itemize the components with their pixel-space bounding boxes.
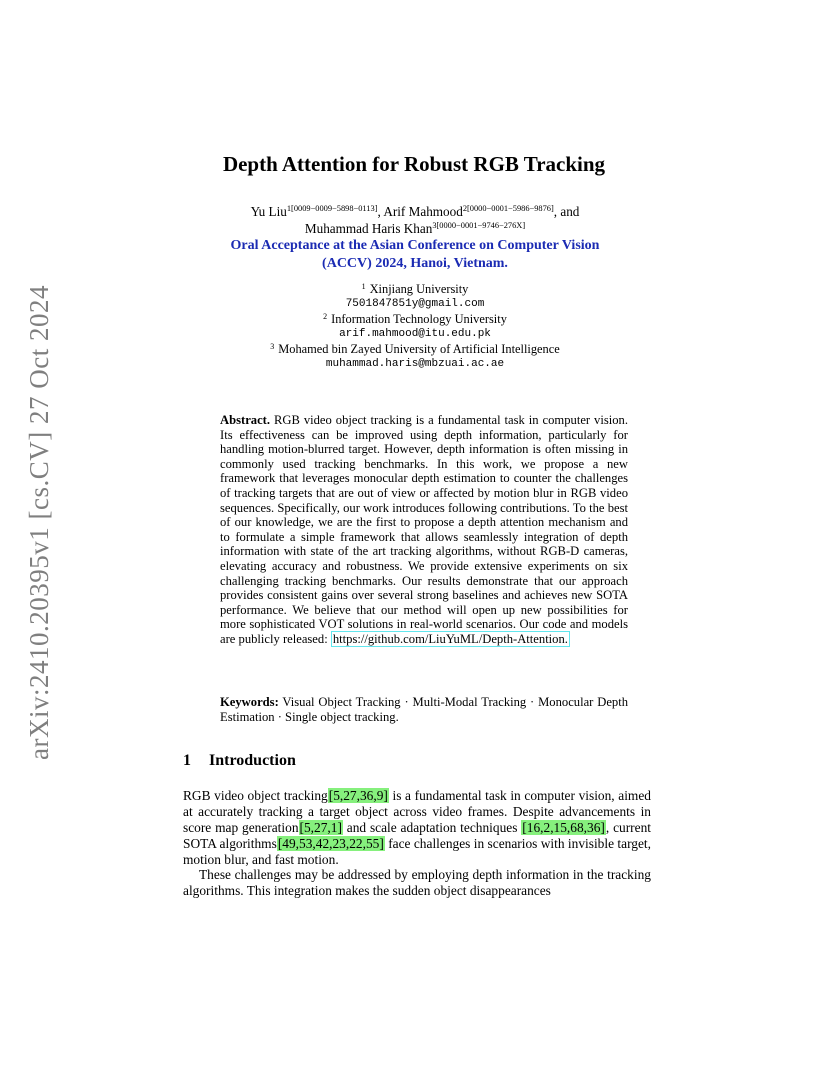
- code-repository-link[interactable]: https://github.com/LiuYuML/Depth-Attention.: [332, 631, 568, 646]
- keywords-label: Keywords:: [220, 695, 279, 709]
- intro-paragraph: RGB video object tracking[5,27,36,9] is a fundamental task in computer vision, aimed at accurately tracking a target object across video frames. Despite advancements in score map generation[5,27,1] and scale adaptation techniques [16,2,15,68,36], current SOTA algorithms[49,53,42,23,22,55] face challenges in scenarios with invisible target, motion blur, and fast motion.: [183, 788, 651, 867]
- affiliation-email: muhammad.haris@mbzuai.ac.ae: [325, 358, 505, 370]
- keywords-text: Visual Object Tracking · Multi-Modal Tracking · Monocular Depth Estimation · Single object tracking.: [220, 695, 628, 724]
- abstract-text: RGB video object tracking is a fundamental task in computer vision. Its effectiveness can be improved using depth information, particularly for handling motion-blurred target. However, depth information is often missing in commonly used tracking benchmarks. In this work, we propose a new framework that leverages monocular depth estimation to counter the challenges of tracking targets that are out of view or affected by motion blur in RGB video sequences. Specifically, our work introduces following contributions. To the best of our knowledge, we are the first to propose a depth attention mechanism and to formulate a simple framework that allows seamlessly integration of depth information with state of the art tracking algorithms, without RGB-D cameras, elevating accuracy and robustness. We provide extensive experiments on six challenging tracking benchmarks. Our results demonstrate that our approach provides consistent gains over several strong baselines and achieves new SOTA performance. We believe that our method will open up new possibilities for more sophisticated VOT solutions in real-world scenarios. Our code and models are publicly released:: [220, 413, 628, 646]
- abstract-label: Abstract.: [220, 413, 271, 427]
- author-conjunction: , and: [553, 204, 580, 219]
- acceptance-note: [180, 237, 650, 273]
- paper-title: Depth Attention for Robust RGB Tracking: [222, 152, 606, 176]
- affiliation-name: $^3$ Mohamed bin Zayed University of Artificial Intelligence: [270, 342, 560, 356]
- author-list: Yu Liu$^{1[0009-0009-5898-0113]}$, Arif Mahmood$^{2[0000-0001-5986-9876]}$, and Muhammad Haris Khan$^{3[0000-0001-9746-276X]}$: [250, 204, 580, 236]
- arxiv-identifier-stamp: arXiv:2410.20395v1 [cs.CV] 27 Oct 2024: [24, 285, 54, 760]
- citation-link[interactable]: [5,27,1]: [299, 820, 342, 835]
- author-orcid: 2[0000−0001−5986−9876]: [462, 204, 554, 213]
- affiliation-list: [180, 282, 650, 372]
- author-name: Yu Liu: [250, 204, 287, 219]
- affiliation-name: $^1$ Xinjiang University: [361, 282, 469, 296]
- intro-paragraph: These challenges may be addressed by employing depth information in the tracking algorithms. This integration makes the sudden object disappearances: [183, 867, 651, 898]
- acceptance-line: (ACCV) 2024, Hanoi, Vietnam.: [322, 256, 508, 271]
- section-number: 1: [183, 752, 191, 769]
- affiliation-number: 2: [323, 312, 328, 321]
- author-name: Muhammad Haris Khan: [304, 221, 433, 236]
- author-orcid: 3[0000−0001−9746−276X]: [432, 221, 526, 230]
- affiliation-email: arif.mahmood@itu.edu.pk: [339, 328, 491, 340]
- abstract: [220, 413, 628, 647]
- keywords: [220, 695, 628, 724]
- acceptance-line: Oral Acceptance at the Asian Conference on Computer Vision: [230, 238, 600, 253]
- affiliation-name: $^2$ Information Technology University: [323, 312, 507, 326]
- citation-link[interactable]: [5,27,36,9]: [328, 788, 388, 803]
- citation-link[interactable]: [49,53,42,23,22,55]: [277, 836, 384, 851]
- section-title: Introduction: [209, 752, 296, 769]
- author-orcid: 1[0009−0009−5898−0113]: [286, 204, 378, 213]
- section-heading: [183, 752, 296, 770]
- author-name: Arif Mahmood: [383, 204, 463, 219]
- affiliation-number: 3: [270, 342, 275, 351]
- citation-link[interactable]: [16,2,15,68,36]: [522, 820, 605, 835]
- affiliation-email: 7501847851y@gmail.com: [345, 298, 485, 310]
- affiliation-number: 1: [361, 282, 366, 291]
